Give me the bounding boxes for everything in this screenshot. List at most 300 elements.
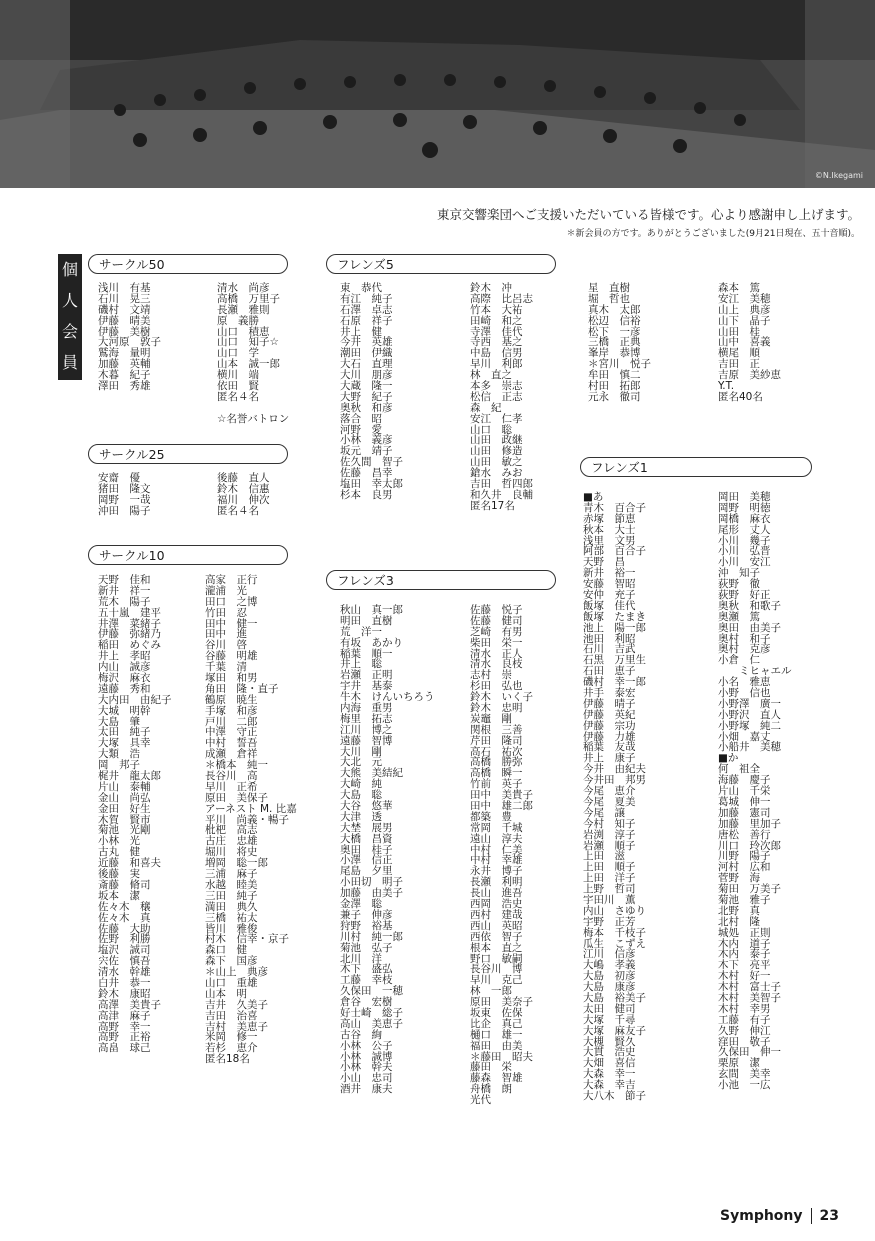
member-name: 秋山 真一郎 [340, 604, 403, 616]
list-circle50-left [98, 283, 161, 392]
member-name: 長山 進吾 [470, 887, 523, 900]
member-name: 光代 [470, 1094, 491, 1107]
member-name: 奥田 桂子 [340, 843, 393, 856]
member-name: 葛城 伸一 [718, 795, 771, 808]
member-name: 新井 裕一 [583, 567, 636, 580]
member-name: 戸川 二郎 [205, 715, 258, 728]
member-name: 安藤 智昭 [583, 578, 636, 591]
member-name: 宇田川 薫 [583, 893, 636, 906]
member-name: 炭竈 剛 [470, 712, 512, 725]
member-name: 山上 典彦 [718, 303, 771, 316]
member-name: 鷲海 量明 [98, 347, 151, 360]
member-name: 元永 徹司 [588, 390, 641, 403]
member-name: 林 直之 [470, 369, 512, 382]
member-name: 鈴木 信惠 [217, 482, 270, 495]
member-name: 井上 孝昭 [98, 650, 151, 663]
member-name: 小畑 嘉丈 [718, 730, 771, 743]
member-name: 伊藤 弥緒乃 [98, 628, 161, 641]
list-friends5-col4 [718, 283, 781, 403]
member-name: 三橋 正典 [588, 336, 641, 349]
photo-credit: ©N.Ikegami [814, 171, 863, 180]
member-name: 高津 麻子 [98, 1009, 151, 1022]
member-name: 上野 哲司 [583, 883, 636, 896]
member-name: 伊藤 宗功 [583, 719, 636, 732]
member-name: 小池 一広 [718, 1079, 771, 1092]
member-name: 伊藤 晴子 [583, 697, 636, 710]
member-name: 落合 昭 [340, 412, 382, 425]
member-name: Y.T. [718, 380, 735, 393]
member-name: 岩瀬 正明 [340, 669, 393, 682]
member-name: 浅川 有基 [98, 282, 151, 294]
member-name: 村田 拓郎 [588, 380, 641, 393]
member-name: 菊田 万美子 [718, 883, 781, 896]
member-name: 加藤 憲司 [718, 806, 771, 819]
member-name: 福田 由美 [470, 1039, 523, 1052]
member-name: 宍佐 慎吾 [98, 955, 151, 968]
member-name: 山下 晶子 [718, 314, 771, 327]
member-name: 手塚 和彦 [205, 704, 258, 717]
member-name: 天野 昌 [583, 556, 625, 569]
member-name: 大類 浩 [98, 748, 140, 761]
member-name: 古丸 健 [98, 846, 140, 859]
member-name: 遠藤 智博 [340, 734, 393, 747]
member-name: アーネスト M. 比嘉 [205, 802, 297, 815]
member-name: 佐々木 真 [98, 911, 151, 924]
member-name: 工藤 幸枝 [340, 974, 393, 987]
member-name: 高山 美恵子 [340, 1017, 403, 1030]
member-name: 大島 裕美子 [583, 991, 646, 1004]
member-name: 菊池 光剛 [98, 824, 151, 837]
member-name: 山中 喜義 [718, 336, 771, 349]
member-name: 早川 克己 [470, 974, 523, 987]
member-name: 梅沢 麻衣 [98, 672, 151, 685]
member-name: 大北 元 [340, 756, 382, 769]
member-name: 磯村 文靖 [98, 303, 151, 316]
member-name: 永井 博子 [470, 865, 523, 878]
member-name: ■あ [583, 491, 604, 503]
member-name: 石澤 卓志 [340, 303, 393, 316]
member-name: 磯村 幸一郎 [583, 676, 646, 689]
member-name: 小野塚 純二 [718, 719, 781, 732]
member-name: 木村 美智子 [718, 991, 781, 1004]
member-name: 安江 美穂 [718, 292, 771, 305]
list-circle10-left [98, 575, 172, 1054]
member-name: 田中 健一 [205, 617, 258, 630]
member-name: 小林 公子 [340, 1039, 393, 1052]
member-name: 根本 直之 [470, 941, 523, 954]
member-name: 小澤 信正 [340, 854, 393, 867]
member-name: 中村 幸雄 [470, 854, 523, 867]
member-name: ☆名誉バトロン [217, 412, 290, 425]
member-name: 石原 祥子 [340, 314, 393, 327]
member-name: 内山 さゆり [583, 904, 646, 917]
member-name: 小川 弘晋 [718, 545, 771, 558]
page-footer [720, 1200, 839, 1232]
member-name: 五十嵐 建平 [98, 606, 161, 619]
member-name: 森 紀 [470, 401, 502, 414]
member-name: 藤森 智雄 [470, 1072, 523, 1085]
member-name: 大嶋 孝義 [583, 959, 636, 972]
member-name: 大島 康彦 [583, 981, 636, 994]
member-name: 佐藤 健司 [470, 614, 523, 627]
member-name: 早川 利郎 [470, 358, 523, 371]
member-name: 高野 正裕 [98, 1031, 151, 1044]
member-name: 内海 重男 [340, 702, 393, 715]
member-name: 上田 順子 [583, 861, 636, 874]
member-name: 後藤 直人 [217, 472, 270, 484]
member-name: ＊橋本 純一 [205, 759, 268, 772]
member-name: ＊藤田 昭夫 [470, 1050, 533, 1063]
member-name: 秋本 大士 [583, 523, 636, 536]
member-name: 早川 正希 [205, 780, 258, 793]
member-name: 稲田 めぐみ [98, 639, 161, 652]
member-name: 木下 盛弘 [340, 963, 393, 976]
member-name: 星 直樹 [588, 282, 630, 294]
member-name: 澤田 秀雄 [98, 380, 151, 393]
member-name: 清水 幹雄 [98, 966, 151, 979]
member-name: 井手 泰宏 [583, 687, 636, 700]
member-name: 平川 尚義・暢子 [205, 813, 289, 826]
member-name: 成瀬 倉祥 [205, 748, 258, 761]
member-name: 小船井 美穂 [718, 741, 781, 754]
member-name: 菅野 海 [718, 872, 760, 885]
member-name: 伊藤 晴美 [98, 314, 151, 327]
member-name: 西岡 浩史 [470, 898, 523, 911]
member-name: 川村 純一郎 [340, 930, 403, 943]
member-name: 小林 光 [98, 835, 140, 848]
member-name: 奥瀬 篤 [718, 610, 760, 623]
member-name: 大熊 美結紀 [340, 767, 403, 780]
member-name: 荻野 好正 [718, 589, 771, 602]
member-name: 小野沢 直人 [718, 708, 781, 721]
member-name: 小林 誠博 [340, 1050, 393, 1063]
member-name: 井上 康子 [583, 752, 636, 765]
member-name: 高澤 美貴子 [98, 998, 161, 1011]
member-name: 大畑 喜信 [583, 1057, 636, 1070]
member-name: 浅里 文男 [583, 534, 636, 547]
member-name: 遠藤 秀和 [98, 682, 151, 695]
member-name: 若杉 恵介 [205, 1042, 258, 1055]
member-name: 瀧浦 光 [205, 584, 247, 597]
member-name: 枇杷 高志 [205, 824, 258, 837]
member-name: 堀川 将史 [205, 846, 258, 859]
member-name: 狩野 裕基 [340, 919, 393, 932]
member-name: 小山 忠司 [340, 1072, 393, 1085]
member-name: 木暮 紀子 [98, 369, 151, 382]
member-name: 原 義勝 [217, 314, 259, 327]
member-name: 塩田 幸太郎 [340, 478, 403, 491]
member-name: 吉田 治喜 [205, 1009, 258, 1022]
member-name: 飯塚 たまき [583, 610, 646, 623]
group-header-friends3: フレンズ3 [326, 570, 556, 590]
member-name: 池上 陽一郎 [583, 621, 646, 634]
member-name: 大塚 麻友子 [583, 1024, 646, 1037]
member-name: 福川 伸次 [217, 493, 270, 506]
member-name: 千葉 清 [205, 661, 247, 674]
member-name: 稲葉 順一 [340, 647, 393, 660]
member-name: 木村 幸男 [718, 1002, 771, 1015]
member-name: 大津 透 [340, 810, 382, 823]
member-name: 荻野 徹 [718, 578, 760, 591]
list-friends5-col2 [470, 283, 533, 512]
member-name: 高橋 勝弥 [470, 756, 523, 769]
member-name: 田中 進 [205, 628, 247, 641]
member-name: 谷川 啓 [205, 639, 247, 652]
member-name: 原田 美保子 [205, 791, 268, 804]
member-name: 久野 伸江 [718, 1024, 771, 1037]
member-name: 今井 英雄 [340, 336, 393, 349]
member-name: 高橋 瞬一 [470, 767, 523, 780]
group-header-circle50: サークル50 [88, 254, 288, 274]
member-name: 大八木 節子 [583, 1089, 646, 1102]
member-name: 舟橋 朗 [470, 1083, 512, 1096]
member-name: 大塚 千尋 [583, 1013, 636, 1026]
member-name: 河村 広和 [718, 861, 771, 874]
member-name: 関根 三善 [470, 723, 523, 736]
member-name: 石川 吉武 [583, 643, 636, 656]
member-name: 森本 篤 [718, 282, 760, 294]
member-name: 今尾 夏美 [583, 795, 636, 808]
member-name: 久保田 一穂 [340, 985, 403, 998]
member-name: 東 恭代 [340, 282, 382, 294]
list-friends1-left [583, 492, 646, 1102]
member-name: 堀 哲也 [588, 292, 630, 305]
member-name: 牟田 慎二 [588, 369, 641, 382]
member-name: ＊山上 典彦 [205, 966, 268, 979]
member-name: 坂本 潔 [98, 889, 140, 902]
member-name: 大蔵 隆一 [340, 380, 393, 393]
member-name: 木内 泰子 [718, 948, 771, 961]
member-name: 小田切 明子 [340, 876, 403, 889]
member-name: 栗原 潔 [718, 1057, 760, 1070]
member-name: 高畠 球己 [98, 1042, 151, 1055]
member-name: 大貫 浩史 [583, 1046, 636, 1059]
member-name: 沖田 陽子 [98, 504, 151, 517]
member-name: 梶井 龍太郎 [98, 770, 161, 783]
member-name: 吉井 久美子 [205, 998, 268, 1011]
member-name: 梅本 千枝子 [583, 926, 646, 939]
member-name: 竹前 英子 [470, 778, 523, 791]
member-name: 皆川 雅俊 [205, 922, 258, 935]
member-name: 高際 比呂志 [470, 292, 533, 305]
member-name: 吉田 哲四郎 [470, 478, 533, 491]
member-name: 塚田 和男 [205, 672, 258, 685]
member-name: 佐藤 大助 [98, 922, 151, 935]
member-name: 菊池 弘子 [340, 941, 393, 954]
member-name: 加藤 由美子 [340, 887, 403, 900]
member-name: 大谷 悠華 [340, 800, 393, 813]
member-name: 久保田 伸一 [718, 1046, 781, 1059]
member-name: 大島 聡 [340, 789, 382, 802]
member-name: 石黒 万里生 [583, 654, 646, 667]
member-name: 城処 正則 [718, 926, 771, 939]
member-name: 伊藤 美樹 [98, 325, 151, 338]
member-name: 大石 直理 [340, 358, 393, 371]
member-name: 谷藤 明雄 [205, 650, 258, 663]
member-name: 松下 一彦 [588, 325, 641, 338]
member-name: ミヒャエル [718, 665, 792, 678]
member-name: 赤塚 節恵 [583, 512, 636, 525]
member-name: 鈴木 忠明 [470, 702, 523, 715]
member-name: 奥田 由美子 [718, 621, 781, 634]
member-name: 小野澤 廣一 [718, 697, 781, 710]
member-name: 大塚 具幸 [98, 737, 151, 750]
member-name: 金澤 聡 [340, 898, 382, 911]
member-name: 井澤 菜緒子 [98, 617, 161, 630]
member-name: 鈴木 冲 [470, 282, 512, 294]
member-name: 山本 誠一郎 [217, 358, 280, 371]
member-name: 真木 太郎 [588, 303, 641, 316]
member-name: 佐藤 昌幸 [340, 467, 393, 480]
member-name: 潮田 伊織 [340, 347, 393, 360]
member-name: 田口 之博 [205, 595, 258, 608]
member-name: 沖 知子 [718, 567, 760, 580]
member-name: 有江 純子 [340, 292, 393, 305]
member-name: 森口 健 [205, 944, 247, 957]
member-name: 三橋 祐太 [205, 911, 258, 924]
member-name: 猪田 隆文 [98, 482, 151, 495]
member-name: 青木 百合子 [583, 501, 646, 514]
member-name: 竹田 忍 [205, 606, 247, 619]
member-name: 三浦 麻子 [205, 868, 258, 881]
member-name: 横尾 順 [718, 347, 760, 360]
member-name: 坂元 靖子 [340, 445, 393, 458]
member-name: 高橋 万里子 [217, 292, 280, 305]
member-name: 清水 尚彦 [217, 282, 270, 294]
new-member-note: ＊新会員の方です。ありがとうございました(9月21日現在、五十音順)。 [566, 229, 860, 239]
member-name: 好士崎 総子 [340, 1006, 403, 1019]
member-name: 吉原 美紗恵 [718, 369, 781, 382]
member-name: 安江 仁孝 [470, 412, 523, 425]
member-name: 尾島 夕里 [340, 865, 393, 878]
member-name: 北川 洋 [340, 952, 382, 965]
member-name: 高石 祐次 [470, 745, 523, 758]
member-name: 小川 幾子 [718, 534, 771, 547]
member-name: 有坂 あかり [340, 636, 403, 649]
member-name: 荒木 陽子 [98, 595, 151, 608]
member-name: 伊藤 力雄 [583, 730, 636, 743]
member-name: 西依 智子 [470, 930, 523, 943]
member-name: 岩瀬 順子 [583, 839, 636, 852]
member-name: 上田 洋子 [583, 872, 636, 885]
member-name: 安仲 充子 [583, 589, 636, 602]
list-friends3-right [470, 605, 533, 1106]
member-name: 藤田 栄 [470, 1061, 512, 1074]
member-name: 今尾 恵介 [583, 785, 636, 798]
member-name: 今尾 譲 [583, 806, 625, 819]
member-name: 原田 美奈子 [470, 996, 533, 1009]
member-name: 吉村 美恵子 [205, 1020, 268, 1033]
member-name: 宇野 正芳 [583, 915, 636, 928]
member-name: 芹田 隆司 [470, 734, 523, 747]
member-name: 杉田 弘也 [470, 680, 523, 693]
member-name: 奥秋 和彦 [340, 401, 393, 414]
member-name: 菊池 雅子 [718, 893, 771, 906]
member-name: 大河原 敦子 [98, 336, 161, 349]
member-name: 大森 幸一 [583, 1068, 636, 1081]
member-name: 木村 好一 [718, 970, 771, 983]
member-name: 酒井 康夫 [340, 1083, 393, 1096]
member-name: 高家 正行 [205, 574, 258, 586]
member-name: 今井田 邦男 [583, 774, 646, 787]
member-name: 柴田 栄一 [470, 636, 523, 649]
member-name: 山口 学 [217, 347, 259, 360]
member-name: 荒 洋一 [340, 625, 382, 638]
member-name: 片山 千栄 [718, 785, 771, 798]
member-name: 井上 聡 [340, 658, 382, 671]
member-name: 岡野 一哉 [98, 493, 151, 506]
member-name: 江川 博之 [340, 723, 393, 736]
member-name: 鈴木 康昭 [98, 987, 151, 1000]
member-name: 近藤 和喜夫 [98, 857, 161, 870]
group-header-circle10: サークル10 [88, 545, 288, 565]
member-name: 大橋 昌資 [340, 832, 393, 845]
member-name: 窪田 敬子 [718, 1035, 771, 1048]
member-name: 都築 豊 [470, 810, 512, 823]
member-name: 長谷川 博 [470, 963, 523, 976]
member-name: 岡橋 麻衣 [718, 512, 771, 525]
member-name: 小林 義彦 [340, 434, 393, 447]
member-name: 後藤 実 [98, 868, 140, 881]
member-name: 太田 純子 [98, 726, 151, 739]
member-name: 山田 修造 [470, 445, 523, 458]
member-name: 長瀬 雅則 [217, 303, 270, 316]
member-name: 中島 信男 [470, 347, 523, 360]
member-name: 倉谷 宏樹 [340, 996, 393, 1009]
member-name: 匿名40名 [718, 390, 763, 403]
member-name: 大川 朋彦 [340, 369, 393, 382]
list-circle25-right [217, 473, 270, 517]
member-name: 西村 建哉 [470, 908, 523, 921]
list-circle25-left [98, 473, 151, 517]
member-name: 大内田 由紀子 [98, 693, 172, 706]
list-friends1-right [718, 492, 792, 1091]
member-name: 清水 良枝 [470, 658, 523, 671]
member-name: 樋口 雄一 [470, 1028, 523, 1041]
orchestra-photo [0, 0, 875, 188]
member-name: 大島 初彦 [583, 970, 636, 983]
member-name: 山口 重雄 [205, 976, 258, 989]
section-label: 個 人 会 員 [58, 254, 82, 380]
member-name: 松辺 信裕 [588, 314, 641, 327]
member-name: 尾形 丈人 [718, 523, 771, 536]
member-name: 伊藤 英紀 [583, 708, 636, 721]
member-name: 兼子 伸彦 [340, 908, 393, 921]
member-name: 匿名４名 [217, 504, 259, 517]
member-name: 瓜生 こずえ [583, 937, 646, 950]
member-name: 片山 泰輔 [98, 780, 151, 793]
member-name: 大島 肇 [98, 715, 140, 728]
member-name: 山田 政継 [470, 434, 523, 447]
member-name: 竹本 大祐 [470, 303, 523, 316]
member-name: 岡田 美穂 [718, 491, 771, 503]
member-name: 佐々木 穣 [98, 900, 151, 913]
member-name: 大崎 純 [340, 778, 382, 791]
member-name: 比企 真己 [470, 1017, 523, 1030]
member-name: 太田 健司 [583, 1002, 636, 1015]
member-name: 玄間 美幸 [718, 1068, 771, 1081]
member-name: 梅里 拓志 [340, 712, 393, 725]
member-name: 大森 幸吉 [583, 1079, 636, 1092]
member-name: 三田 純子 [205, 889, 258, 902]
member-name: 依田 賢 [217, 380, 259, 393]
member-name: 安齋 優 [98, 472, 140, 484]
list-circle50-right [217, 283, 289, 425]
member-name: 鎗水 みお [470, 467, 523, 480]
member-name: 和久井 良輔 [470, 488, 533, 501]
list-friends3-left [340, 605, 435, 1095]
member-name: 田崎 和之 [470, 314, 523, 327]
